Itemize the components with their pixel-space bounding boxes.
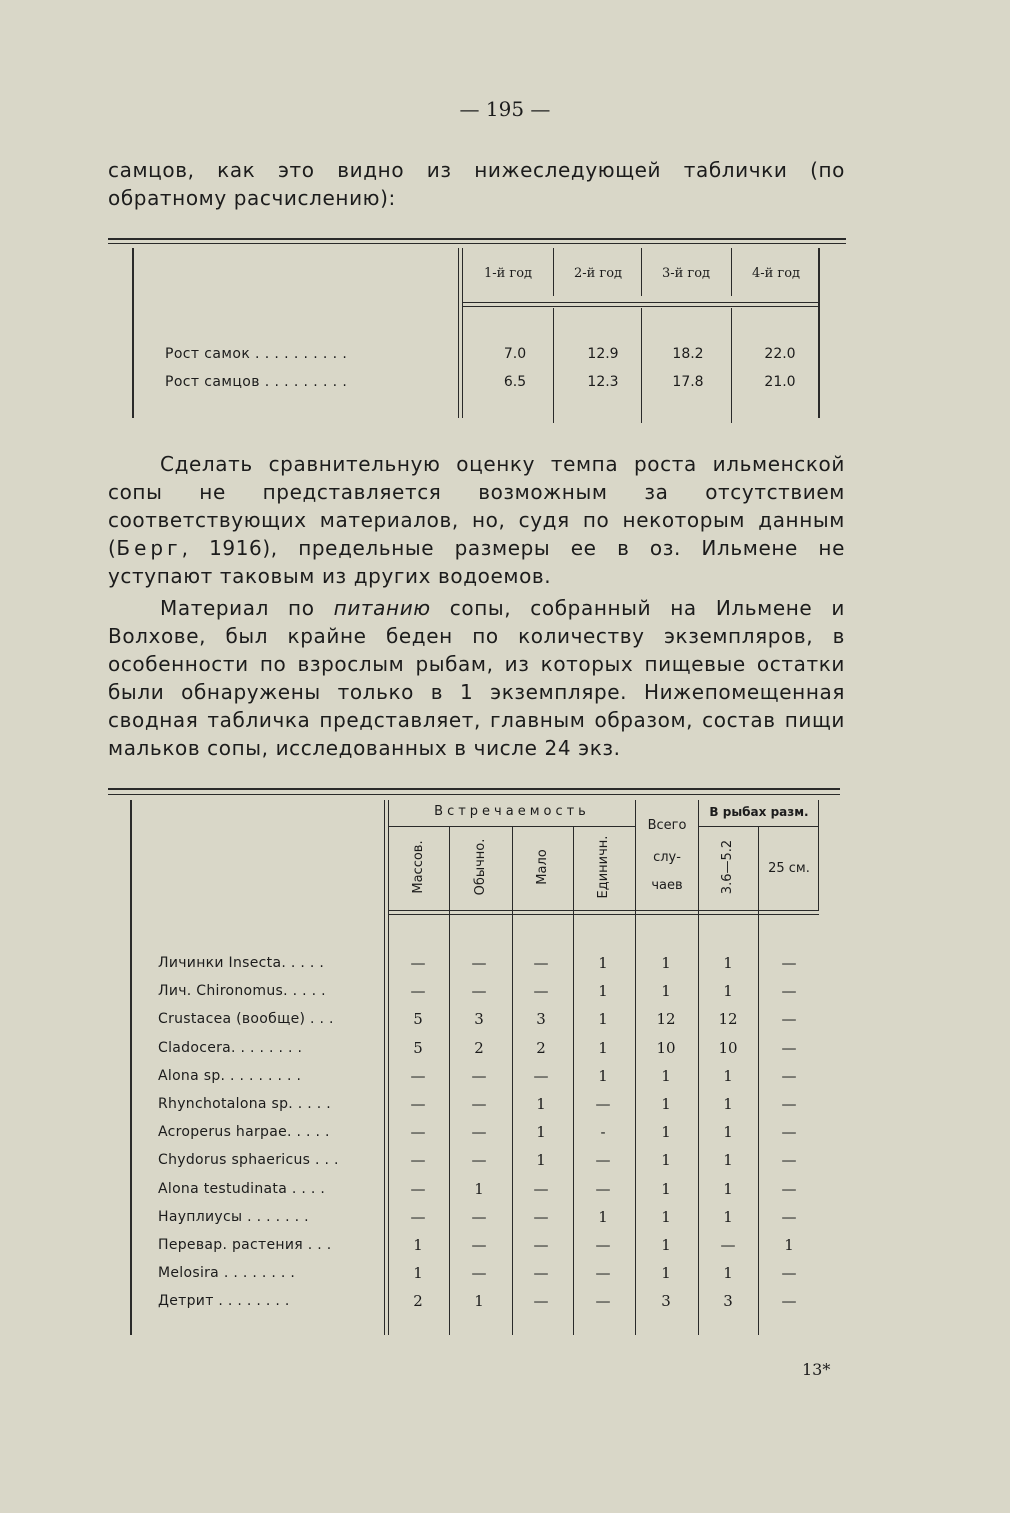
food-row-label: Rhynchotalona sp. . . . .	[158, 1096, 332, 1112]
food-table-cell: 2	[536, 1039, 546, 1057]
food-table-cell: —	[781, 1067, 797, 1085]
food-table-cell: —	[781, 1292, 797, 1310]
table-col-rule	[731, 308, 732, 423]
table-left-rule	[130, 800, 132, 1335]
food-table-cell: —	[595, 1264, 611, 1282]
table-top-rule	[108, 238, 846, 240]
table-header-bottom-rule-2	[389, 914, 819, 915]
food-table-cell: —	[781, 1095, 797, 1113]
food-row-label: Chydorus sphaericus . . .	[158, 1152, 339, 1168]
food-row-label: Crustacea (вообще) . . .	[158, 1011, 334, 1027]
food-table-cell: 1	[661, 1208, 671, 1226]
food-row-label: Alona sp. . . . . . . . .	[158, 1068, 302, 1084]
food-table-cell: —	[533, 1067, 549, 1085]
food-table-cell: 1	[661, 1264, 671, 1282]
table-cell: 12.3	[587, 374, 619, 390]
food-table-cell: 1	[723, 1264, 733, 1282]
food-row-label: Науплиусы . . . . . . .	[158, 1209, 309, 1225]
food-table-cell: 2	[413, 1292, 423, 1310]
food-table-cell: —	[471, 1264, 487, 1282]
food-table-cell: —	[533, 1208, 549, 1226]
table-cell: 6.5	[503, 374, 527, 390]
table-left-rule	[132, 248, 134, 418]
food-table-cell: 5	[413, 1010, 423, 1028]
food-row-label: Детрит . . . . . . . .	[158, 1293, 290, 1309]
column-header-size-small: 3.6—5.2	[720, 839, 735, 895]
food-table-cell: —	[410, 1151, 426, 1169]
food-table-cell: —	[471, 1067, 487, 1085]
table-col-rule	[553, 308, 554, 423]
food-table-cell: 1	[536, 1151, 546, 1169]
paragraph-comparison	[108, 450, 845, 590]
food-table-cell: —	[595, 1292, 611, 1310]
food-table-cell: —	[781, 954, 797, 972]
food-table-cell: 1	[723, 1180, 733, 1198]
food-table-cell: —	[533, 954, 549, 972]
signature-mark: 13*	[802, 1360, 831, 1379]
food-table-cell: —	[781, 1264, 797, 1282]
food-table-cell: —	[471, 1208, 487, 1226]
food-table-cell: —	[471, 954, 487, 972]
food-row-label: Acroperus harpae. . . . .	[158, 1124, 330, 1140]
table-col-rule	[458, 248, 459, 418]
food-table-cell: —	[410, 982, 426, 1000]
food-table-cell: 1	[598, 1208, 608, 1226]
food-table-cell: —	[410, 1095, 426, 1113]
food-table-cell: 1	[474, 1292, 484, 1310]
food-table-cell: —	[595, 1151, 611, 1169]
food-table-cell: —	[595, 1236, 611, 1254]
paragraph-text: Материал по	[160, 596, 334, 620]
column-header-total-line1: Всего	[647, 818, 687, 833]
column-header-single: Единичн.	[596, 835, 611, 899]
table-col-rule	[641, 308, 642, 423]
table-top-rule-2	[108, 794, 840, 795]
column-header-usual: Обычно.	[473, 838, 488, 896]
food-table-cell: 1	[661, 1236, 671, 1254]
column-header-few: Мало	[535, 849, 550, 885]
food-table-cell: 1	[723, 954, 733, 972]
food-table-cell: 1	[598, 954, 608, 972]
food-row-label: Лич. Chironomus. . . . .	[158, 983, 326, 999]
food-row-label: Личинки Insecta. . . . .	[158, 955, 325, 971]
food-table-cell: —	[781, 982, 797, 1000]
food-row-label: Alona testudinata . . . .	[158, 1181, 326, 1197]
food-row-label: Cladocera. . . . . . . .	[158, 1040, 303, 1056]
food-table-cell: —	[781, 1208, 797, 1226]
food-table-cell: 1	[723, 982, 733, 1000]
food-table-cell: —	[533, 1180, 549, 1198]
table-top-rule	[108, 788, 840, 790]
food-table-cell: 3	[474, 1010, 484, 1028]
food-table-cell: 1	[784, 1236, 794, 1254]
food-table-cell: —	[410, 1123, 426, 1141]
food-table-cell: —	[781, 1123, 797, 1141]
food-table-cell: —	[533, 982, 549, 1000]
food-table-cell: —	[471, 1151, 487, 1169]
food-table-cell: 1	[598, 982, 608, 1000]
food-table-cell: 10	[718, 1039, 738, 1057]
table-header-rule-2	[462, 306, 818, 307]
food-table-cell: —	[410, 1208, 426, 1226]
food-table-cell: 3	[536, 1010, 546, 1028]
emphasized-word: питанию	[333, 596, 431, 620]
table-col-rule	[573, 827, 574, 1335]
paragraph-text: , 1916), предельные размеры ее в оз. Ильмене не уступают таковым из других водоемов.	[108, 536, 845, 588]
table-col-rule	[388, 800, 389, 1335]
food-table-cell: 1	[661, 1123, 671, 1141]
column-header-mass: Массов.	[411, 840, 426, 894]
food-table-cell: 10	[656, 1039, 676, 1057]
food-table-cell: 1	[723, 1123, 733, 1141]
food-table-cell: 3	[661, 1292, 671, 1310]
food-table-cell: —	[781, 1010, 797, 1028]
food-table-cell: —	[471, 1123, 487, 1141]
food-table-cell: 12	[718, 1010, 738, 1028]
column-header: 1-й год	[483, 266, 533, 281]
table-cell: 21.0	[764, 374, 796, 390]
paragraph-intro: самцов, как это видно из нижеследующей таблички (по обратному расчислению):	[108, 158, 845, 210]
food-table-cell: 1	[474, 1180, 484, 1198]
table-col-rule	[512, 827, 513, 1335]
food-table-cell: 1	[723, 1208, 733, 1226]
table-cell: 12.9	[587, 346, 619, 362]
row-label-males: Рост самцов . . . . . . . . .	[165, 374, 348, 390]
table-top-rule-2	[108, 243, 846, 244]
table-cell: 7.0	[503, 346, 527, 362]
row-label-females: Рост самок . . . . . . . . . .	[165, 346, 348, 362]
food-table-cell: 1	[723, 1067, 733, 1085]
food-table-cell: —	[533, 1236, 549, 1254]
food-table-cell: —	[595, 1180, 611, 1198]
food-table-cell: 1	[661, 1095, 671, 1113]
food-table-cell: 1	[661, 1180, 671, 1198]
food-table-cell: 1	[536, 1123, 546, 1141]
food-table-cell: 1	[661, 1151, 671, 1169]
food-table-cell: —	[781, 1180, 797, 1198]
food-table-cell: —	[595, 1095, 611, 1113]
frequency-group-header: Встречаемость	[434, 804, 590, 819]
food-table-cell: 1	[413, 1264, 423, 1282]
food-table-cell: 1	[661, 1067, 671, 1085]
food-table-cell: 1	[598, 1010, 608, 1028]
fish-size-group-header: В рыбах разм.	[709, 805, 809, 819]
food-table-cell: —	[410, 1180, 426, 1198]
food-table-cell: —	[533, 1264, 549, 1282]
food-table-cell: 3	[723, 1292, 733, 1310]
food-table-cell: 5	[413, 1039, 423, 1057]
page-number: — 195 —	[459, 97, 551, 121]
table-col-rule	[698, 800, 699, 1335]
table-cell: 17.8	[672, 374, 704, 390]
column-header: 4-й год	[751, 266, 801, 281]
food-table-cell: 1	[661, 982, 671, 1000]
table-header-bottom-rule	[389, 910, 819, 911]
author-citation: Берг	[116, 536, 182, 560]
food-table-cell: 1	[598, 1039, 608, 1057]
table-cell: 18.2	[672, 346, 704, 362]
food-table-cell: —	[471, 1095, 487, 1113]
food-row-label: Перевар. растения . . .	[158, 1237, 332, 1253]
paragraph-text: сопы, собранный на Ильмене и Волхове, был крайне беден по количеству экземпляров, в особенности по взрослым рыбам, из которых пищевые остатки были обнаружены только в 1 экземпляре. Нижепомещенная сводная табличка представляет, главным образом, состав пищи мальков сопы, исследованных в числе 24 экз.	[108, 596, 845, 760]
column-header: 2-й год	[573, 266, 623, 281]
food-row-label: Melosira . . . . . . . .	[158, 1265, 296, 1281]
table-col-rule	[758, 827, 759, 1335]
paragraph-feeding	[108, 594, 845, 762]
food-table-cell: —	[410, 1067, 426, 1085]
food-table-cell: —	[471, 982, 487, 1000]
food-table-cell: 1	[661, 954, 671, 972]
table-cell: 22.0	[764, 346, 796, 362]
food-table-cell: —	[471, 1236, 487, 1254]
food-table-cell: 12	[656, 1010, 676, 1028]
table-header-rule	[462, 302, 818, 303]
column-header-total-line2: слу-	[653, 850, 681, 865]
food-table-cell: -	[600, 1123, 606, 1141]
table-col-rule	[384, 800, 385, 1335]
food-table-cell: —	[720, 1236, 736, 1254]
food-table-cell: —	[410, 954, 426, 972]
table-col-rule	[449, 827, 450, 1335]
column-header-size-large: 25 см.	[768, 861, 810, 876]
food-table-cell: —	[781, 1151, 797, 1169]
food-table-cell: 1	[536, 1095, 546, 1113]
food-table-cell: 2	[474, 1039, 484, 1057]
column-header-total-line3: чаев	[651, 878, 683, 893]
table-header-rule	[699, 826, 819, 827]
paragraph-text: Сделать сравнительную оценку темпа роста ильменской сопы не представляется возможным за отсутствием соответствующих материалов, но, судя по некоторым данным (	[108, 452, 845, 560]
column-header: 3-й год	[661, 266, 711, 281]
food-table-cell: 1	[723, 1151, 733, 1169]
food-table-cell: —	[781, 1039, 797, 1057]
food-table-cell: 1	[598, 1067, 608, 1085]
food-table-cell: 1	[723, 1095, 733, 1113]
food-table-cell: —	[533, 1292, 549, 1310]
food-table-cell: 1	[413, 1236, 423, 1254]
